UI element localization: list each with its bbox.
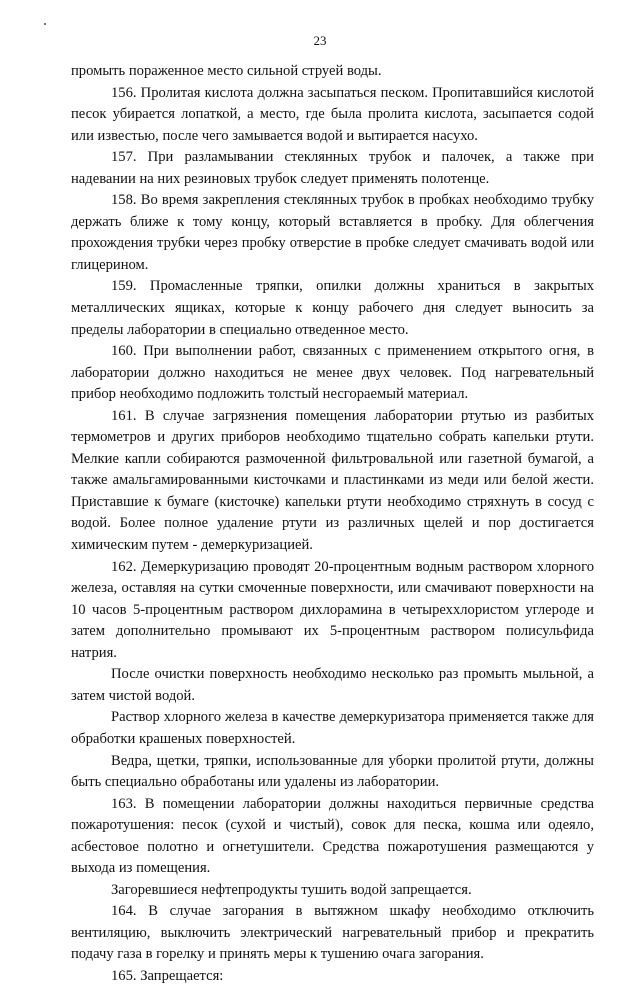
paragraph-cleaning: После очистки поверхность необходимо несколько раз промыть мыльной, а затем чистой водой.	[71, 666, 594, 704]
paragraph-159: 159. Промасленные тряпки, опилки должны храниться в закрытых металлических ящиках, которые к концу рабочего дня следует выносить за пределы лаборатории в специально отведенное место.	[71, 278, 594, 338]
paragraph-157: 157. При разламывании стеклянных трубок и палочек, а также при надевании на них резиновых трубок следует применять полотенце.	[71, 149, 594, 187]
paragraph-continuation: промыть пораженное место сильной струей воды.	[71, 63, 382, 79]
paragraph-165: 165. Запрещается:	[111, 967, 224, 984]
paragraph-160: 160. При выполнении работ, связанных с применением открытого огня, в лаборатории должно находиться не менее двух человек. Под нагревательный прибор необходимо подложить толстый несгораемый материал.	[71, 343, 594, 403]
paragraph-161: 161. В случае загрязнения помещения лаборатории ртутью из разбитых термометров и других приборов необходимо тщательно собрать капельки ртути. Мелкие капли собираются размоченной фильтровальной или газетной бумагой, а также амальгамированными кисточками и пластинками из меди или белой жести. Приставшие к бумаге (кисточке) капельки ртути необходимо стряхнуть в сосуд с водой. Более полное удаление ртути из различных щелей и пор достигается химическим путем - демеркуризацией.	[71, 407, 594, 554]
paragraph-petroleum: Загоревшиеся нефтепродукты тушить водой запрещается.	[111, 881, 472, 898]
paragraph-156: 156. Пролитая кислота должна засыпаться песком. Пропитавшийся кислотой песок убирается лопаткой, а место, где была пролита кислота, засыпается содой или известью, после чего замывается водой и вытирается насухо.	[71, 84, 594, 144]
paragraph-163: 163. В помещении лаборатории должны находиться первичные средства пожаротушения: песок (сухой и чистый), совок для песка, кошма или одеяло, асбестовое полотно и огнетушители. Средства пожаротушения размещаются у выхода из помещения.	[71, 795, 594, 877]
paragraph-158: 158. Во время закрепления стеклянных трубок в пробках необходимо трубку держать ближе к тому концу, который вставляется в пробку. Для облегчения прохождения трубки через пробку отверстие в пробке следует смачивать водой или глицерином.	[71, 192, 594, 273]
paragraph-164: 164. В случае загорания в вытяжном шкафу необходимо отключить вентиляцию, выключить электрический нагревательный прибор и прекратить подачу газа в горелку и принять меры к тушению очага загорания.	[71, 903, 594, 963]
paragraph-buckets: Ведра, щетки, тряпки, использованные для уборки пролитой ртути, должны быть специально обработаны или удалены из лаборатории.	[71, 752, 594, 791]
paragraph-ferric-chloride: Раствор хлорного железа в качестве демеркуризатора применяется также для обработки крашеных поверхностей.	[71, 709, 594, 747]
page-number: 23	[313, 33, 327, 48]
document-body	[71, 61, 594, 988]
scan-speck	[44, 23, 46, 25]
paragraph-162: 162. Демеркуризацию проводят 20-процентным водным раствором хлорного железа, оставляя на сутки смоченные поверхности, или смачивают поверхности на 10 часов 5-процентным раствором дихлорамина в четыреххлористом углероде и затем дополнительно промывают их 5-процентным раствором полисульфида натрия.	[71, 558, 594, 661]
